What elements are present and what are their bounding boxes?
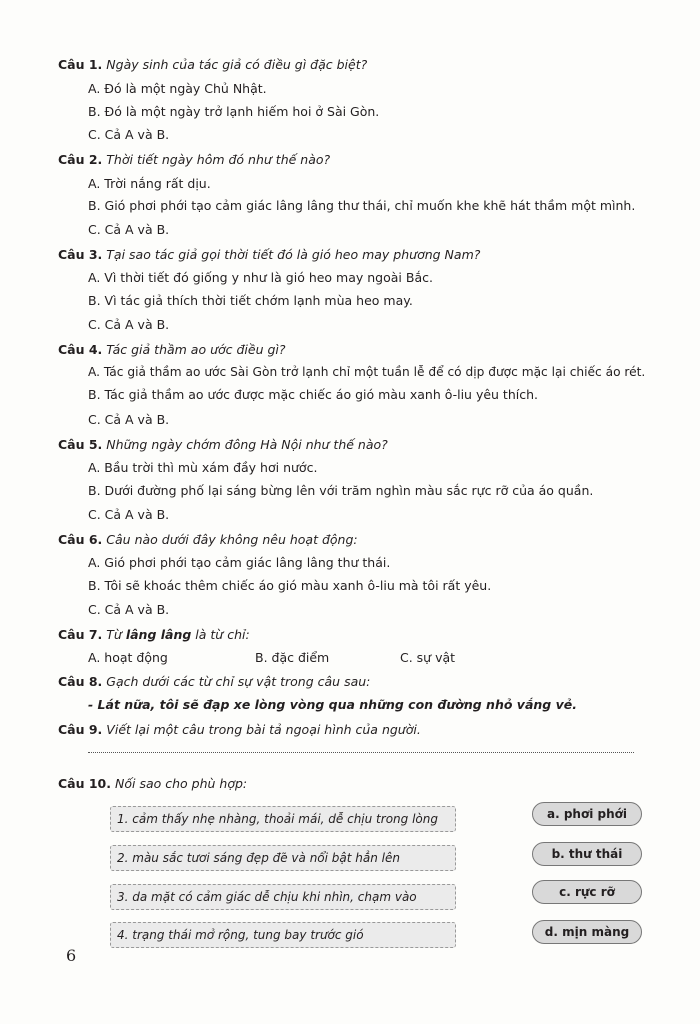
option-a: A. Vì thời tiết đó giống y như là gió heo may ngoài Bắc. [88, 270, 433, 285]
option-c: C. Cả A và B. [88, 602, 170, 617]
question-text: Nối sao cho phù hợp: [115, 776, 248, 791]
option-c: C. sự vật [400, 650, 456, 665]
option-a: A. Gió phơi phới tạo cảm giác lâng lâng thư thái. [88, 555, 391, 570]
option-b: B. Đó là một ngày trở lạnh hiếm hoi ở Sài Gòn. [88, 104, 380, 119]
option-a: A. Đó là một ngày Chủ Nhật. [88, 81, 267, 96]
question-text-pre: Từ [106, 627, 126, 642]
question-number: Câu 4. [58, 342, 103, 357]
question-text-post: là từ chỉ: [191, 627, 250, 642]
option-a: A. Trời nắng rất dịu. [88, 176, 211, 191]
match-right-item[interactable]: d. mịn màng [532, 920, 642, 944]
question-8 [58, 674, 370, 690]
question-9 [58, 722, 421, 738]
option-b: B. Vì tác giả thích thời tiết chớm lạnh mùa heo may. [88, 293, 413, 308]
question-text [106, 627, 249, 642]
question-number: Câu 8. [58, 674, 103, 689]
answer-line[interactable] [88, 752, 634, 753]
question-5 [58, 437, 388, 453]
question-text: Gạch dưới các từ chỉ sự vật trong câu sau: [106, 674, 371, 689]
option-c: C. Cả A và B. [88, 317, 170, 332]
match-left-item[interactable]: 3. da mặt có cảm giác dễ chịu khi nhìn, chạm vào [110, 884, 456, 910]
question-number: Câu 9. [58, 722, 103, 737]
question-text: Viết lại một câu trong bài tả ngoại hình của người. [106, 722, 421, 737]
question-number: Câu 5. [58, 437, 103, 452]
question-10 [58, 776, 247, 792]
question-1 [58, 57, 367, 73]
option-c: C. Cả A và B. [88, 412, 170, 427]
question-number: Câu 7. [58, 627, 103, 642]
question-number: Câu 6. [58, 532, 103, 547]
question-3 [58, 247, 480, 263]
question-number: Câu 1. [58, 57, 103, 72]
option-c: C. Cả A và B. [88, 222, 170, 237]
question-text: Thời tiết ngày hôm đó như thế nào? [106, 152, 331, 167]
question-number: Câu 2. [58, 152, 103, 167]
match-left-item[interactable]: 1. cảm thấy nhẹ nhàng, thoải mái, dễ chịu trong lòng [110, 806, 456, 832]
option-a: A. Tác giả thầm ao ước Sài Gòn trở lạnh chỉ một tuần lễ để có dịp được mặc lại chiếc áo rét. [88, 365, 646, 379]
option-b: B. Dưới đường phố lại sáng bừng lên với trăm nghìn màu sắc rực rỡ của áo quần. [88, 483, 594, 498]
question-7 [58, 627, 250, 643]
option-b: B. Tôi sẽ khoác thêm chiếc áo gió màu xanh ô-liu mà tôi rất yêu. [88, 578, 492, 593]
question-6 [58, 532, 358, 548]
option-a: A. Bầu trời thì mù xám đầy hơi nước. [88, 460, 318, 475]
question-text: Tác giả thầm ao ước điều gì? [106, 342, 286, 357]
match-right-item[interactable]: c. rực rỡ [532, 880, 642, 904]
option-b: B. Gió phơi phới tạo cảm giác lâng lâng thư thái, chỉ muốn khe khẽ hát thầm một mình. [88, 198, 636, 213]
option-c: C. Cả A và B. [88, 507, 170, 522]
match-left-item[interactable]: 4. trạng thái mở rộng, tung bay trước gió [110, 922, 456, 948]
question-number: Câu 10. [58, 776, 112, 791]
option-b: B. Tác giả thầm ao ước được mặc chiếc áo gió màu xanh ô-liu yêu thích. [88, 387, 538, 402]
option-c: C. Cả A và B. [88, 127, 170, 142]
example-sentence: - Lát nữa, tôi sẽ đạp xe lòng vòng qua những con đường nhỏ vắng vẻ. [88, 697, 577, 712]
question-4 [58, 342, 286, 358]
match-right-item[interactable]: a. phơi phới [532, 802, 642, 826]
option-b: B. đặc điểm [255, 650, 330, 665]
question-text: Những ngày chớm đông Hà Nội như thế nào? [106, 437, 388, 452]
question-text: Ngày sinh của tác giả có điều gì đặc biệt? [106, 57, 368, 72]
option-a: A. hoạt động [88, 650, 168, 665]
question-text: Câu nào dưới đây không nêu hoạt động: [106, 532, 358, 547]
match-right-item[interactable]: b. thư thái [532, 842, 642, 866]
question-text: Tại sao tác giả gọi thời tiết đó là gió heo may phương Nam? [106, 247, 481, 262]
match-left-item[interactable]: 2. màu sắc tươi sáng đẹp đẽ và nổi bật hẳn lên [110, 845, 456, 871]
page-number: 6 [66, 946, 77, 965]
question-number: Câu 3. [58, 247, 103, 262]
question-2 [58, 152, 330, 168]
keyword: lâng lâng [125, 627, 192, 642]
